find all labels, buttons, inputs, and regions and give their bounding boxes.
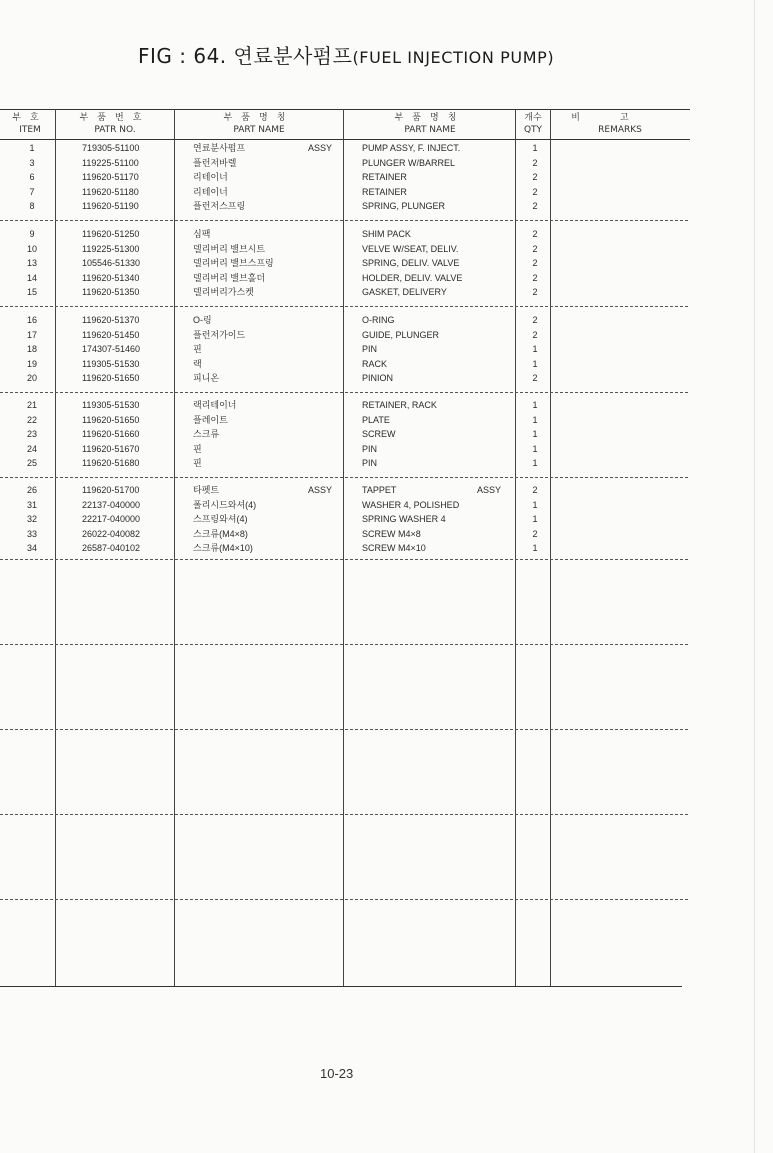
part-name-ko-cell: 스프링와셔(4) xyxy=(193,514,248,524)
group-separator xyxy=(0,729,688,730)
qty-cell: 1 xyxy=(532,358,538,369)
qty-cell: 2 xyxy=(532,373,538,383)
part-no-cell: 119305-51530 xyxy=(82,400,140,410)
part-no-cell: 174307-51460 xyxy=(82,344,141,354)
item-cell: 1 xyxy=(29,143,35,153)
part-name-ko-cell: 델리버리 밸브홀더 xyxy=(193,272,266,283)
item-cell: 32 xyxy=(26,514,37,524)
part-name-en-cell: RETAINER, RACK xyxy=(362,400,437,410)
part-name-ko-cell: 타펫트 xyxy=(193,485,220,495)
group-separator xyxy=(0,814,688,815)
group-separator xyxy=(0,392,688,393)
part-name-en-cell: GUIDE, PLUNGER xyxy=(362,329,440,340)
item-cell: 20 xyxy=(26,373,37,383)
group-separator xyxy=(0,644,688,645)
part-name-en-cell: PLATE xyxy=(362,414,390,425)
qty-cell: 2 xyxy=(532,315,538,325)
qty-cell: 1 xyxy=(532,458,538,468)
part-name-ko-cell: 스크류 xyxy=(193,429,220,439)
column-rule xyxy=(515,109,516,986)
part-name-en-cell: SCREW M4×10 xyxy=(362,543,426,553)
part-no-cell: 719305-51100 xyxy=(82,143,140,153)
group-separator xyxy=(0,559,688,560)
qty-cell: 2 xyxy=(532,329,538,340)
part-name-ko-cell: 플런저가이드 xyxy=(193,329,246,340)
part-name-en-cell: SPRING WASHER 4 xyxy=(362,514,446,524)
part-name-ko-cell: 델리버리 밸브시트 xyxy=(193,243,266,254)
item-cell: 24 xyxy=(26,443,37,454)
part-name-ko-cell: 리테이너 xyxy=(193,186,228,197)
part-name-ko-cell: 폴리시드와셔(4) xyxy=(193,499,257,510)
part-no-cell: 119620-51350 xyxy=(82,287,140,297)
header-qty xyxy=(516,112,550,136)
part-name-en-cell: PIN xyxy=(362,344,378,354)
part-no-cell: 119620-51650 xyxy=(82,414,140,425)
header-qty-ko: 개수 xyxy=(524,113,542,123)
item-cell: 22 xyxy=(26,414,37,425)
part-name-en-cell: SPRING, PLUNGER xyxy=(362,201,446,211)
page-edge xyxy=(754,0,755,1153)
item-cell: 15 xyxy=(26,287,37,297)
qty-cell: 2 xyxy=(532,157,538,168)
part-name-ko-cell: 심팩 xyxy=(193,229,211,239)
part-name-en-cell: PIN xyxy=(362,458,378,468)
parts-table xyxy=(0,109,690,989)
part-no-cell: 119620-51700 xyxy=(82,485,140,495)
group-separator xyxy=(0,899,688,900)
header-item-en: ITEM xyxy=(19,125,41,135)
part-name-ko-cell: 스크류(M4×8) xyxy=(193,528,248,539)
header-part-name-en xyxy=(345,112,515,136)
header-remarks-ko: 비고 xyxy=(571,113,669,123)
qty-cell: 2 xyxy=(532,528,538,539)
table-top-rule xyxy=(0,109,690,110)
item-cell: 3 xyxy=(29,157,35,168)
header-part-no-ko: 부품번호 xyxy=(79,113,151,123)
part-name-en-cell: SPRING, DELIV. VALVE xyxy=(362,258,460,268)
item-cell: 16 xyxy=(26,315,37,325)
qty-cell: 2 xyxy=(532,258,538,268)
header-part-name-ko-label: 부품명칭 xyxy=(223,113,295,123)
column-rule xyxy=(343,109,344,986)
header-part-name-ko xyxy=(175,112,343,136)
part-name-ko-cell: 핀 xyxy=(193,344,202,354)
part-no-cell: 119620-51180 xyxy=(82,186,139,197)
qty-cell: 1 xyxy=(532,443,538,454)
assy-ko-cell: ASSY xyxy=(308,143,333,153)
part-no-cell: 22137-040000 xyxy=(82,499,141,510)
part-name-en-cell: PUMP ASSY, F. INJECT. xyxy=(362,143,461,153)
part-no-cell: 119620-51340 xyxy=(82,272,140,283)
header-part-no xyxy=(56,112,174,136)
part-no-cell: 119620-51670 xyxy=(82,443,140,454)
header-part-name2-en-label: PART NAME xyxy=(404,125,456,135)
part-name-en-cell: GASKET, DELIVERY xyxy=(362,287,447,297)
item-cell: 10 xyxy=(26,243,37,254)
part-name-en-cell: RETAINER xyxy=(362,172,407,182)
qty-cell: 2 xyxy=(532,272,538,283)
part-name-en-cell: VELVE W/SEAT, DELIV. xyxy=(362,243,459,254)
item-cell: 13 xyxy=(26,258,37,268)
qty-cell: 1 xyxy=(532,414,538,425)
part-name-en-cell: O-RING xyxy=(362,315,395,325)
item-cell: 21 xyxy=(26,400,37,410)
part-name-ko-cell: 플런저바렐 xyxy=(193,157,237,168)
part-no-cell: 105546-51330 xyxy=(82,258,141,268)
part-name-en-cell: SHIM PACK xyxy=(362,229,411,239)
header-item xyxy=(6,112,54,136)
table-bottom-rule xyxy=(0,986,682,987)
item-cell: 26 xyxy=(26,485,37,495)
item-cell: 31 xyxy=(26,499,37,510)
column-rule xyxy=(174,109,175,986)
title-english: (FUEL INJECTION PUMP) xyxy=(352,48,555,67)
group-separator xyxy=(0,220,688,221)
header-qty-en: QTY xyxy=(523,125,543,135)
part-no-cell: 26587-040102 xyxy=(82,543,141,553)
qty-cell: 2 xyxy=(532,229,538,239)
part-name-en-cell: SCREW M4×8 xyxy=(362,528,421,539)
page-number: 10-23 xyxy=(320,1066,354,1081)
item-cell: 9 xyxy=(29,229,35,239)
part-no-cell: 119620-51370 xyxy=(82,315,140,325)
part-name-en-cell: PINION xyxy=(362,373,394,383)
group-separator xyxy=(0,306,688,307)
part-name-ko-cell: 델리버리 밸브스프링 xyxy=(193,258,274,268)
header-item-ko: 부호 xyxy=(12,113,48,123)
item-cell: 25 xyxy=(26,458,37,468)
part-name-en-cell: PIN xyxy=(362,443,378,454)
part-name-ko-cell: 스크류(M4×10) xyxy=(193,543,253,553)
part-name-ko-cell: 델리버리가스켓 xyxy=(193,287,254,297)
item-cell: 7 xyxy=(29,186,35,197)
part-name-ko-cell: 핀 xyxy=(193,458,202,468)
column-rule xyxy=(550,109,551,986)
qty-cell: 1 xyxy=(532,543,538,553)
qty-cell: 2 xyxy=(532,172,538,182)
part-no-cell: 119305-51530 xyxy=(82,358,140,369)
assy-ko-cell: ASSY xyxy=(308,485,333,495)
part-name-en-cell: PLUNGER W/BARREL xyxy=(362,157,456,168)
header-part-name2-ko-label: 부품명칭 xyxy=(394,113,466,123)
part-no-cell: 119225-51100 xyxy=(82,157,139,168)
item-cell: 14 xyxy=(26,272,37,283)
page-title xyxy=(138,40,554,69)
qty-cell: 2 xyxy=(532,243,538,254)
part-no-cell: 119620-51660 xyxy=(82,429,140,439)
qty-cell: 1 xyxy=(532,344,538,354)
header-part-no-en: PATR NO. xyxy=(94,125,136,135)
qty-cell: 2 xyxy=(532,186,538,197)
title-main: FIG : 64. 연료분사펌프 xyxy=(138,44,353,68)
part-name-en-cell: RETAINER xyxy=(362,186,407,197)
part-name-ko-cell: 연료분사펌프 xyxy=(193,143,246,153)
qty-cell: 1 xyxy=(532,400,538,410)
part-name-ko-cell: 핀 xyxy=(193,443,202,454)
item-cell: 8 xyxy=(29,201,35,211)
header-remarks xyxy=(552,112,688,136)
part-no-cell: 22217-040000 xyxy=(82,514,141,524)
part-no-cell: 119225-51300 xyxy=(82,243,140,254)
part-name-ko-cell: 리테이너 xyxy=(193,172,228,182)
item-cell: 19 xyxy=(26,358,37,369)
part-name-en-cell: SCREW xyxy=(362,429,396,439)
part-no-cell: 26022-040082 xyxy=(82,528,141,539)
column-rule xyxy=(55,109,56,986)
qty-cell: 2 xyxy=(532,485,538,495)
part-no-cell: 119620-51450 xyxy=(82,329,140,340)
part-no-cell: 119620-51650 xyxy=(82,373,140,383)
part-name-ko-cell: 피니온 xyxy=(193,373,220,383)
item-cell: 33 xyxy=(26,528,37,539)
part-name-en-cell: HOLDER, DELIV. VALVE xyxy=(362,272,463,283)
part-no-cell: 119620-51680 xyxy=(82,458,140,468)
part-name-ko-cell: 플런저스프링 xyxy=(193,201,246,211)
item-cell: 23 xyxy=(26,429,37,439)
qty-cell: 1 xyxy=(532,429,538,439)
assy-en-cell: ASSY xyxy=(477,485,502,495)
header-remarks-en: REMARKS xyxy=(598,125,642,135)
qty-cell: 2 xyxy=(532,287,538,297)
part-name-en-cell: TAPPET xyxy=(362,485,397,495)
part-name-en-cell: RACK xyxy=(362,358,388,369)
part-no-cell: 119620-51190 xyxy=(82,201,139,211)
part-no-cell: 119620-51250 xyxy=(82,229,140,239)
qty-cell: 1 xyxy=(532,499,538,510)
qty-cell: 1 xyxy=(532,514,538,524)
qty-cell: 2 xyxy=(532,201,538,211)
item-cell: 18 xyxy=(26,344,37,354)
part-name-ko-cell: 랙 xyxy=(193,358,202,369)
part-name-ko-cell: 랙리테이너 xyxy=(193,400,237,410)
qty-cell: 1 xyxy=(532,143,538,153)
item-cell: 6 xyxy=(29,172,35,182)
item-cell: 34 xyxy=(26,543,37,553)
header-part-name-en-label: PART NAME xyxy=(233,125,285,135)
header-bottom-rule xyxy=(0,139,690,140)
part-name-ko-cell: 플레이트 xyxy=(193,414,228,425)
group-separator xyxy=(0,477,688,478)
part-name-en-cell: WASHER 4, POLISHED xyxy=(362,499,460,510)
part-name-ko-cell: O-링 xyxy=(193,315,212,325)
part-no-cell: 119620-51170 xyxy=(82,172,139,182)
item-cell: 17 xyxy=(26,329,37,340)
